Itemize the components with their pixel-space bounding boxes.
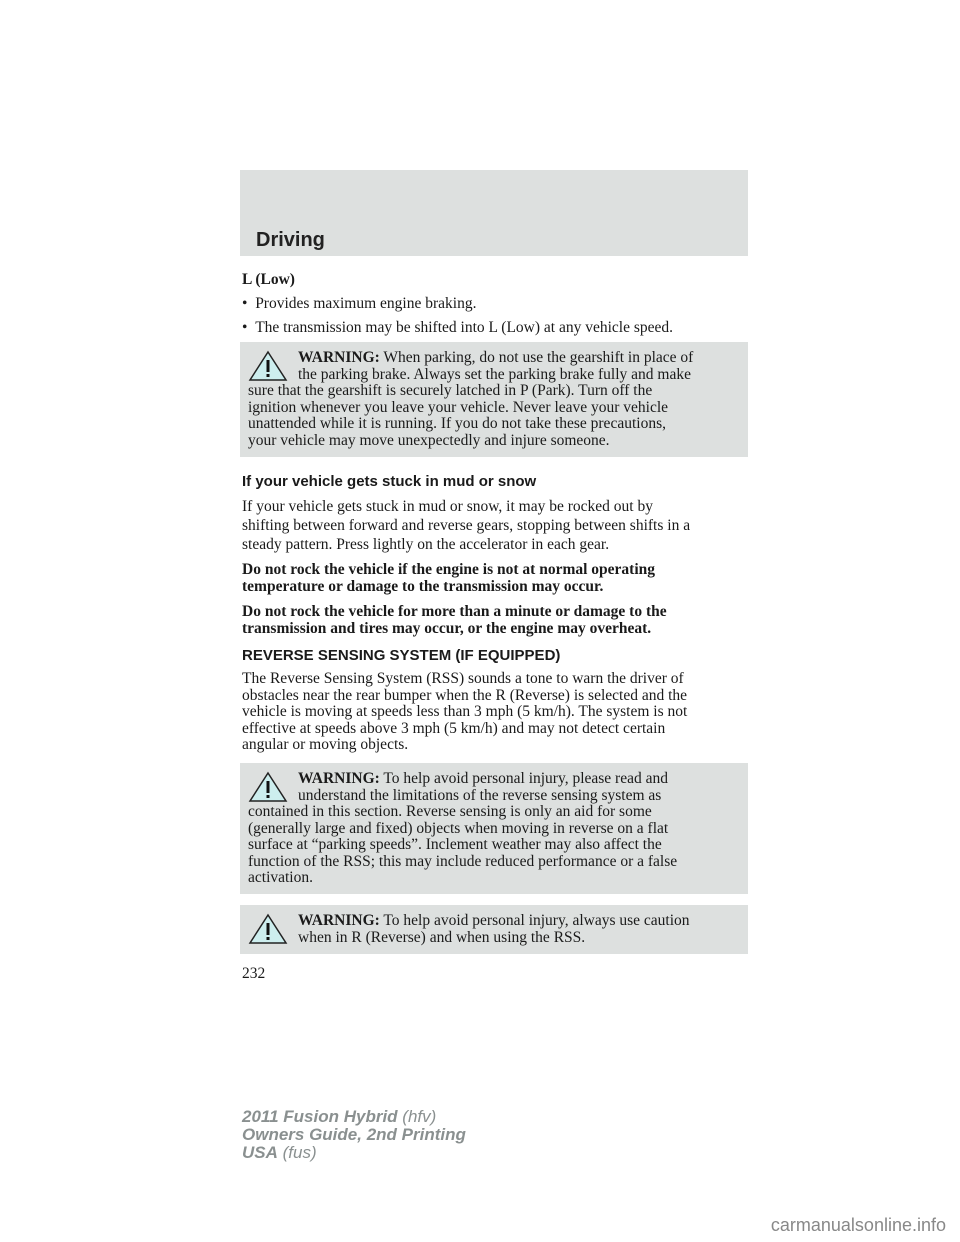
warning-label: WARNING: [298, 912, 380, 929]
warning-text: function of the RSS; this may include reduced performance or a false [248, 852, 678, 870]
warning-text: When parking, do not use the gearshift in place of [383, 349, 694, 366]
page-number: 232 [242, 965, 266, 982]
text-line: Do not rock the vehicle if the engine is not at normal operating [242, 561, 656, 578]
text-line: Do not rock the vehicle for more than a minute or damage to the [242, 603, 667, 620]
rss-paragraph [242, 671, 752, 754]
low-bullet: • The transmission may be shifted into L (Low) at any vehicle speed. [242, 319, 673, 336]
warning-text: sure that the gearshift is securely latched in P (Park). Turn off the [248, 382, 653, 399]
warning-text: To help avoid personal injury, always use caution [383, 912, 690, 929]
text-line: temperature or damage to the transmission may occur. [242, 577, 604, 595]
section-title: Driving [256, 229, 325, 251]
warning-text: when in R (Reverse) and when using the RSS. [298, 928, 586, 946]
low-bullet: • Provides maximum engine braking. [242, 295, 477, 312]
text-line: obstacles near the rear bumper when the R (Reverse) is selected and the [242, 686, 688, 704]
warning-text: contained in this section. Reverse sensing is only an aid for some [248, 803, 652, 820]
warning-triangle-icon [248, 350, 288, 382]
text-line: vehicle is moving at speeds less than 3 mph (5 km/h). The system is not [242, 703, 688, 720]
warning-text: understand the limitations of the reverse sensing system as [298, 786, 662, 804]
warning-text: To help avoid personal injury, please read and [383, 770, 668, 787]
warning-box [240, 342, 748, 457]
text-line: effective at speeds above 3 mph (5 km/h) and may not detect certain [242, 719, 666, 737]
text-line: If your vehicle gets stuck in mud or snow, it may be rocked out by [242, 498, 653, 515]
warning-triangle-icon [248, 771, 288, 803]
text-line: The Reverse Sensing System (RSS) sounds a tone to warn the driver of [242, 670, 684, 687]
stuck-bold-note-1 [242, 562, 752, 595]
warning-text: (generally large and fixed) objects when moving in reverse on a flat [248, 819, 669, 837]
warning-label: WARNING: [298, 770, 380, 787]
warning-text: surface at “parking speeds”. Inclement weather may also affect the [248, 836, 662, 853]
warning-text: ignition whenever you leave your vehicle. Never leave your vehicle [248, 398, 669, 416]
low-title: L (Low) [242, 271, 295, 288]
text-line: transmission and tires may occur, or the engine may overheat. [242, 619, 652, 637]
warning-text: the parking brake. Always set the parking brake fully and make [298, 365, 691, 383]
rss-heading: REVERSE SENSING SYSTEM (IF EQUIPPED) [242, 647, 561, 664]
stuck-heading: If your vehicle gets stuck in mud or snow [242, 473, 537, 490]
warning-box [240, 763, 748, 894]
warning-triangle-icon [248, 913, 288, 945]
section-header [240, 170, 748, 256]
warning-box [240, 905, 748, 954]
warning-text: activation. [248, 869, 313, 886]
warning-label: WARNING: [298, 349, 380, 366]
text-line: angular or moving objects. [242, 736, 409, 753]
text-line: steady pattern. Press lightly on the accelerator in each gear. [242, 536, 610, 553]
footer: 2011 Fusion Hybrid (hfv) Owners Guide, 2nd Printing USA (fus) [242, 1107, 466, 1162]
stuck-paragraph [242, 497, 752, 554]
stuck-bold-note-2 [242, 604, 752, 637]
warning-text: your vehicle may move unexpectedly and injure someone. [248, 431, 610, 449]
watermark: carmanualsonline.info [770, 1215, 946, 1235]
text-line: shifting between forward and reverse gears, stopping between shifts in a [242, 517, 691, 534]
warning-text: unattended while it is running. If you do not take these precautions, [248, 415, 666, 432]
